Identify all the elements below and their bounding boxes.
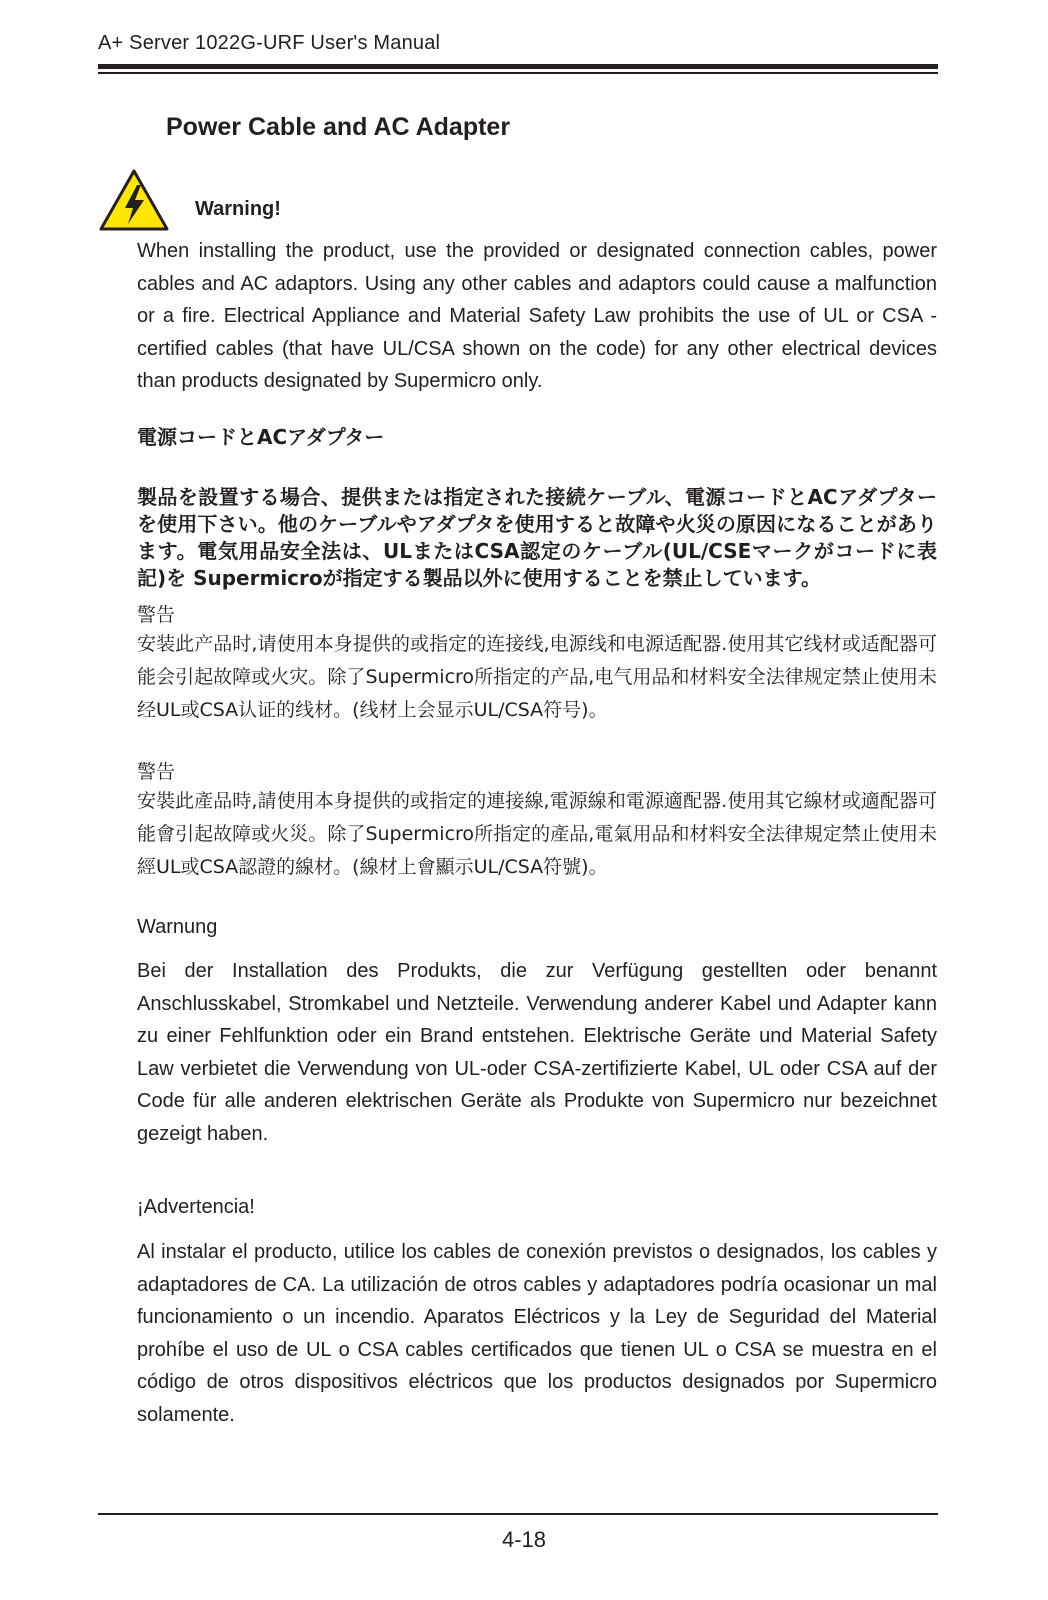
spanish-heading: ¡Advertencia! (137, 1196, 255, 1218)
warning-text-english: When installing the product, use the provided or designated connection cables, power cables and AC adaptors. Using any other cables and adaptors could cause a malfunction or a fire. Electrical Appliance and Material Safety Law prohibits the use of UL or CSA -certified cables (that have UL/CSA shown on the code) for any other electrical devices than products designated by Supermicro only. (137, 240, 937, 392)
page-number: 4-18 (501, 1527, 547, 1552)
warning-text-chinese-traditional: 安裝此產品時,請使用本身提供的或指定的連接線,電源線和電源適配器.使用其它線材或適配器可能會引起故障或火災。除了Supermicro所指定的產品,電氣用品和材料安全法律規定禁止使用未經UL或CSA認證的線材。(線材上會顯示UL/CSA符號)。 (137, 790, 937, 878)
footer-rule (98, 1513, 938, 1515)
chinese-traditional-heading: 警告 (137, 761, 176, 783)
chinese-simplified-heading: 警告 (137, 604, 176, 626)
warning-text-chinese-simplified: 安装此产品时,请使用本身提供的或指定的连接线,电源线和电源适配器.使用其它线材或适配器可能会引起故障或火灾。除了Supermicro所指定的产品,电气用品和材料安全法律规定禁止使用未经UL或CSA认证的线材。(线材上会显示UL/CSA符号)。 (137, 633, 937, 721)
running-header: A+ Server 1022G-URF User's Manual (98, 32, 441, 54)
header-rule-thick (98, 64, 938, 69)
section-title: Power Cable and AC Adapter (166, 113, 511, 141)
warning-text-japanese: 製品を設置する場合、提供または指定された接続ケーブル、電源コードとACアダプターを使用下さい。他のケーブルやアダプタを使用すると故障や火災の原因になることがあります。電気用品安全法は、ULまたはCSA認定のケーブル(UL/CSEマークがコードに表記)を Supermicroが指定する製品以外に使用することを禁止しています。 (137, 485, 937, 590)
german-heading: Warnung (137, 916, 218, 938)
high-voltage-warning-icon (98, 168, 170, 232)
japanese-title: 電源コードとACアダプター (137, 425, 385, 449)
warning-label: Warning! (195, 198, 281, 220)
warning-text-spanish: Al instalar el producto, utilice los cables de conexión previstos o designados, los cables y adaptadores de CA. La utilización de otros cables y adaptadores podría ocasionar un mal funcionamiento o un incendio. Aparatos Eléctricos y la Ley de Seguridad del Material prohíbe el uso de UL o CSA cables certificados que tienen UL o CSA se muestra en el código de otros dispositivos eléctricos que los productos designados por Supermicro solamente. (137, 1241, 937, 1426)
warning-text-german: Bei der Installation des Produkts, die zur Verfügung gestellten oder benannt Anschlusskabel, Stromkabel und Netzteile. Verwendung anderer Kabel und Adapter kann zu einer Fehlfunktion oder ein Brand entstehen. Elektrische Geräte und Material Safety Law verbietet die Verwendung von UL-oder CSA-zertifizierte Kabel, UL oder CSA auf der Code für alle anderen elektrischen Geräte als Produkte von Supermicro nur bezeichnet gezeigt haben. (137, 960, 937, 1145)
header-rule-thin (98, 72, 938, 74)
